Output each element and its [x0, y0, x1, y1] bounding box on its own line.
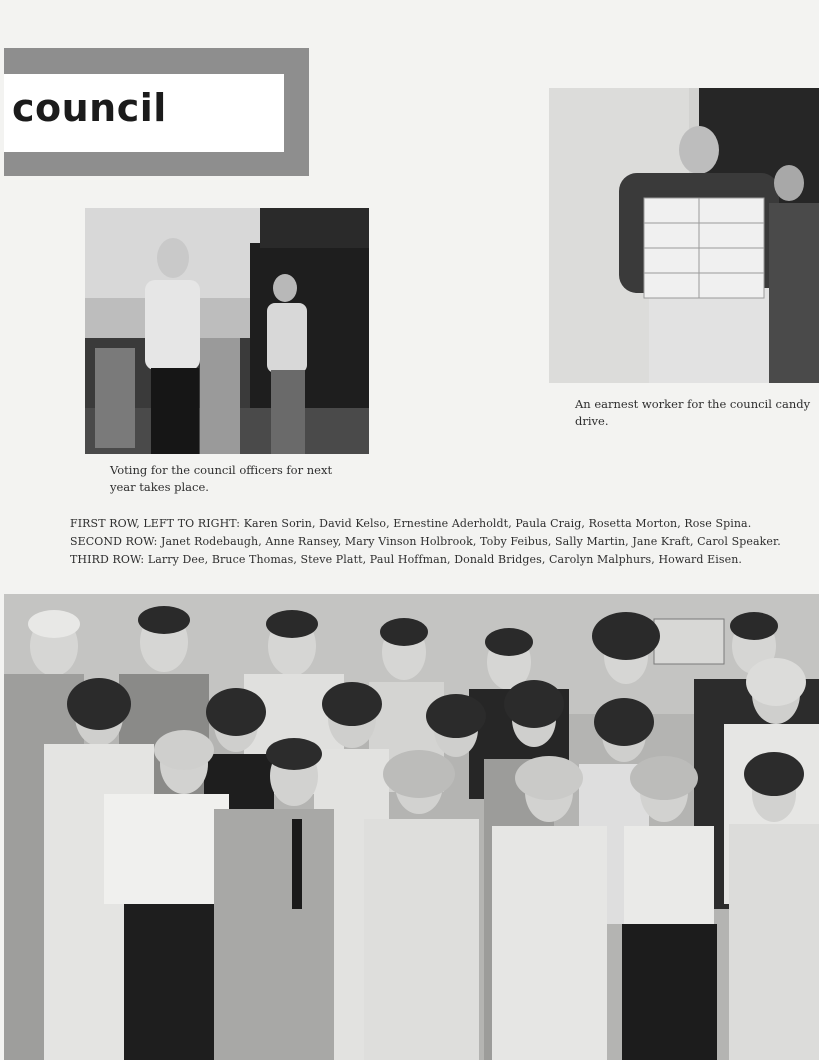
- candy-caption: An earnest worker for the council candy drive.: [575, 397, 811, 428]
- second-row-names: SECOND ROW: Janet Rodebaugh, Anne Ransey, Mary Vinson Holbrook, Toby Feibus, Sally Martin, Jane Kraft, Carol Speaker.: [70, 535, 781, 548]
- third-row-names: THIRD ROW: Larry Dee, Bruce Thomas, Steve Platt, Paul Hoffman, Donald Bridges, Carolyn Malphurs, Howard Eisen.: [70, 553, 743, 566]
- page-title: council: [12, 86, 167, 130]
- voting-caption: Voting for the council officers for next year takes place.: [110, 463, 333, 494]
- voting-photo: [85, 208, 369, 454]
- first-row-names: FIRST ROW, LEFT TO RIGHT: Karen Sorin, David Kelso, Ernestine Aderholdt, Paula Craig, Rosetta Morton, Rose Spina.: [70, 517, 752, 530]
- candy-drive-photo: [549, 88, 819, 383]
- council-group-photo: [4, 594, 819, 1060]
- group-caption: [70, 515, 805, 569]
